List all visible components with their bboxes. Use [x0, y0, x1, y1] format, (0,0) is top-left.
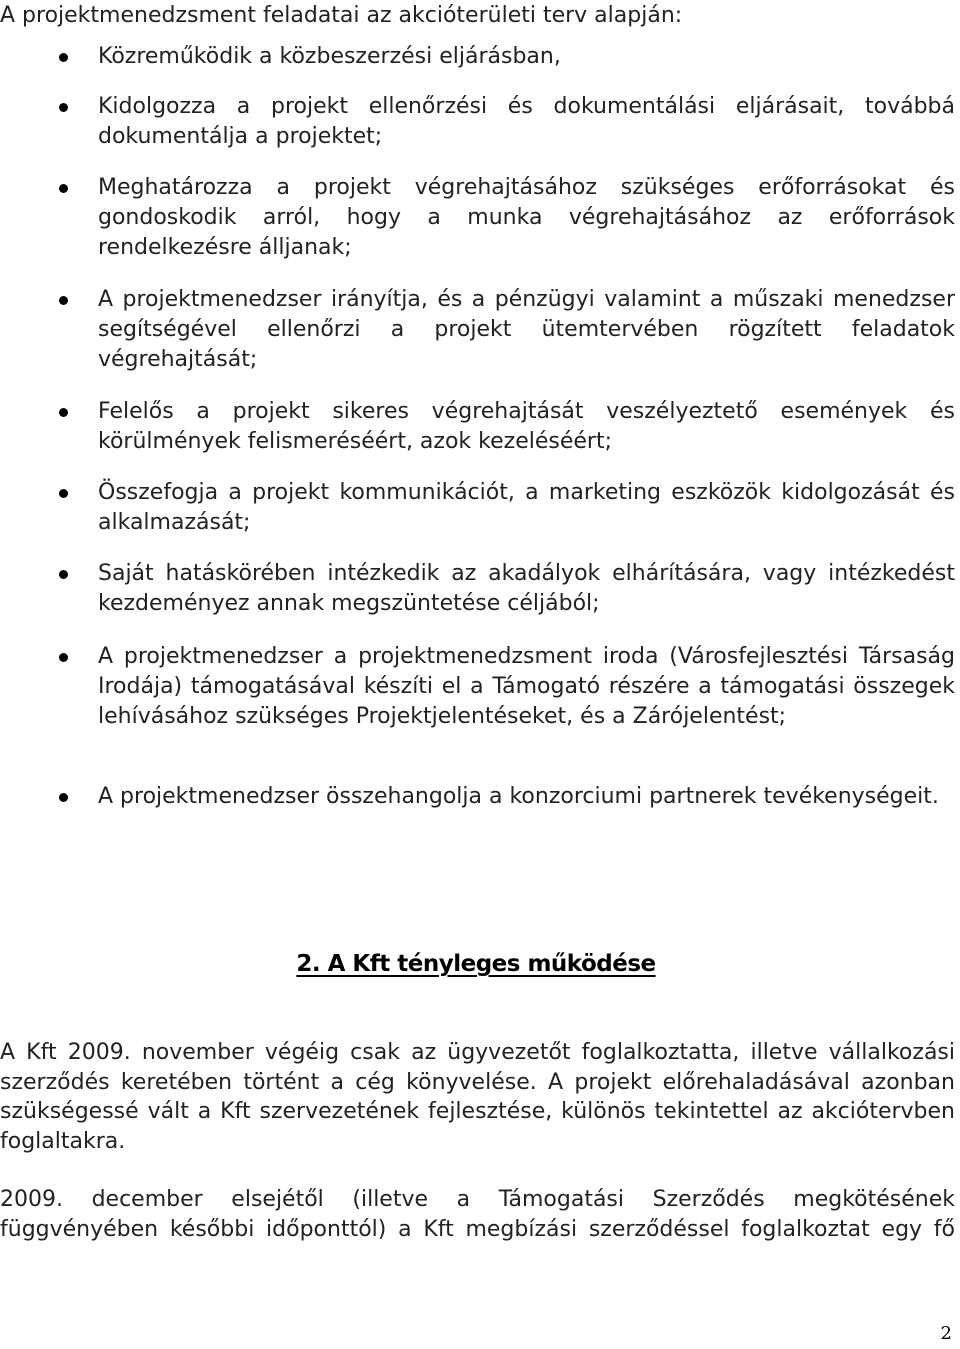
bullet-icon	[59, 103, 68, 112]
bullet-icon	[59, 408, 68, 417]
section-heading: 2. A Kft tényleges működése	[296, 951, 656, 977]
page-number: 2	[940, 1323, 952, 1344]
list-item-text: A projektmenedzser a projektmenedzsment iroda (Városfejlesztési Társaság Irodája) támogatásával készíti el a Támogató részére a támogatási összegek lehívásához szükséges Projektjelentéseket, és a Zárójelentést;	[98, 644, 955, 729]
list-item-text: Saját hatáskörében intézkedik az akadályok elhárítására, vagy intézkedést kezdeményez annak megszüntetése céljából;	[98, 561, 955, 616]
list-item-text: Meghatározza a projekt végrehajtásához szükséges erőforrásokat és gondoskodik arról, hogy a munka végrehajtásához az erőforrások rendelkezésre álljanak;	[98, 175, 955, 260]
list-item-text: Közreműködik a közbeszerzési eljárásban,	[98, 44, 561, 69]
bullet-icon	[59, 296, 68, 305]
list-item-text: Felelős a projekt sikeres végrehajtását veszélyeztető események és körülmények felismeréséért, azok kezeléséért;	[98, 399, 955, 454]
bullet-icon	[59, 653, 68, 662]
paragraph: A Kft 2009. november végéig csak az ügyvezetőt foglalkoztatta, illetve vállalkozási szerződés keretében történt a cég könyvelése. A projekt előrehaladásával azonban szükségessé vált a Kft szervezetének fejlesztése, különös tekintettel az akciótervben foglaltakra.	[0, 1040, 955, 1154]
paragraph: 2009. december elsejétől (illetve a Támogatási Szerződés megkötésének függvényében későbbi időponttól) a Kft megbízási szerződéssel foglalkoztat egy fő	[0, 1187, 955, 1242]
list-item-text: A projektmenedzser irányítja, és a pénzügyi valamint a műszaki menedzser segítségével ellenőrzi a projekt ütemtervében rögzített feladatok végrehajtását;	[98, 287, 955, 372]
list-item-text: Összefogja a projekt kommunikációt, a marketing eszközök kidolgozását és alkalmazását;	[98, 480, 955, 535]
bullet-icon	[59, 793, 68, 802]
list-item-text: A projektmenedzser összehangolja a konzorciumi partnerek tevékenységeit.	[98, 784, 939, 809]
intro-text: A projektmenedzsment feladatai az akcióterületi terv alapján:	[0, 3, 683, 28]
bullet-icon	[59, 184, 68, 193]
bullet-icon	[59, 570, 68, 579]
bullet-icon	[59, 489, 68, 498]
list-item-text: Kidolgozza a projekt ellenőrzési és dokumentálási eljárásait, továbbá dokumentálja a projektet;	[98, 94, 955, 149]
bullet-icon	[59, 53, 68, 62]
